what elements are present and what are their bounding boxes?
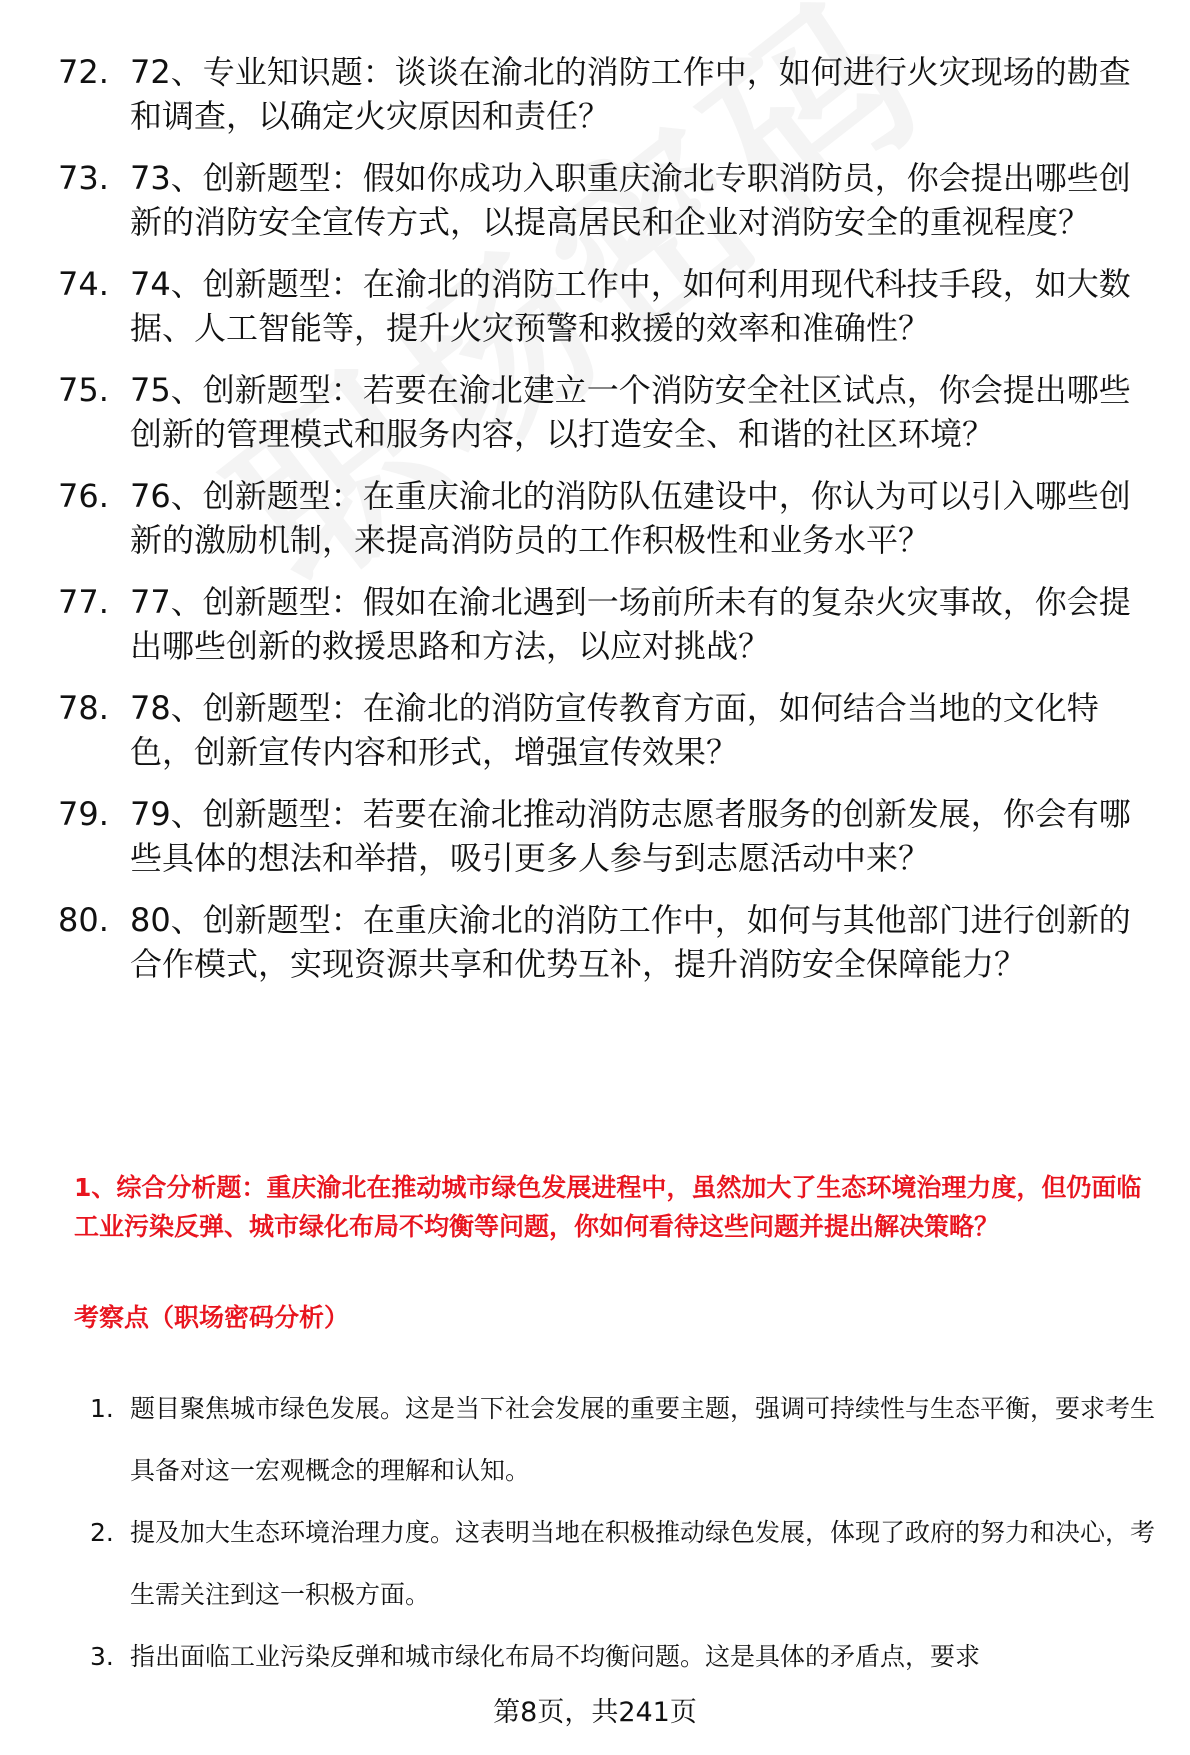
list-item [80, 1626, 1160, 1688]
question-number: 73. [58, 159, 109, 197]
question-text: 75、创新题型：若要在渝北建立一个消防安全社区试点，你会提出哪些创新的管理模式和服务内容，以打造安全、和谐的社区环境？ [130, 371, 1131, 453]
question-item [58, 474, 1158, 562]
list-item-text: 题目聚焦城市绿色发展。这是当下社会发展的重要主题，强调可持续性与生态平衡，要求考生具备对这一宏观概念的理解和认知。 [130, 1394, 1156, 1485]
question-item [58, 50, 1158, 138]
question-text: 76、创新题型：在重庆渝北的消防队伍建设中，你认为可以引入哪些创新的激励机制，来提高消防员的工作积极性和业务水平？ [130, 477, 1131, 559]
analysis-question-title: 1、综合分析题：重庆渝北在推动城市绿色发展进程中，虽然加大了生态环境治理力度，但仍面临工业污染反弹、城市绿化布局不均衡等问题，你如何看待这些问题并提出解决策略？ [74, 1173, 1142, 1241]
question-item [58, 262, 1158, 350]
question-number: 77. [58, 583, 109, 621]
question-text: 78、创新题型：在渝北的消防宣传教育方面，如何结合当地的文化特色，创新宣传内容和形式，增强宣传效果？ [130, 689, 1099, 771]
question-text: 74、创新题型：在渝北的消防工作中，如何利用现代科技手段，如大数据、人工智能等，提升火灾预警和救援的效率和准确性？ [130, 265, 1131, 347]
question-item [58, 368, 1158, 456]
question-number: 79. [58, 795, 109, 833]
question-text: 77、创新题型：假如在渝北遇到一场前所未有的复杂火灾事故，你会提出哪些创新的救援思路和方法，以应对挑战？ [130, 583, 1131, 665]
list-item [80, 1502, 1160, 1626]
question-text: 72、专业知识题：谈谈在渝北的消防工作中，如何进行火灾现场的勘查和调查，以确定火灾原因和责任？ [130, 53, 1131, 135]
question-item [58, 898, 1158, 986]
list-item-text: 提及加大生态环境治理力度。这表明当地在积极推动绿色发展，体现了政府的努力和决心，考生需关注到这一积极方面。 [130, 1518, 1156, 1609]
question-text: 73、创新题型：假如你成功入职重庆渝北专职消防员，你会提出哪些创新的消防安全宣传方式，以提高居民和企业对消防安全的重视程度？ [130, 159, 1131, 241]
question-number: 75. [58, 371, 109, 409]
question-item [58, 580, 1158, 668]
question-text: 80、创新题型：在重庆渝北的消防工作中，如何与其他部门进行创新的合作模式，实现资源共享和优势互补，提升消防安全保障能力？ [130, 901, 1131, 983]
focus-points-list [80, 1378, 1160, 1688]
question-number: 72. [58, 53, 109, 91]
question-item [58, 792, 1158, 880]
list-item-number: 3. [90, 1642, 114, 1671]
list-item [80, 1378, 1160, 1502]
question-item [58, 686, 1158, 774]
question-item [58, 156, 1158, 244]
question-number: 80. [58, 901, 109, 939]
focus-points-heading: 考察点（职场密码分析） [74, 1303, 350, 1332]
question-text: 79、创新题型：若要在渝北推动消防志愿者服务的创新发展，你会有哪些具体的想法和举措，吸引更多人参与到志愿活动中来？ [130, 795, 1131, 877]
list-item-text: 指出面临工业污染反弹和城市绿化布局不均衡问题。这是具体的矛盾点，要求 [130, 1642, 981, 1671]
question-number: 76. [58, 477, 109, 515]
page-footer: 第8页，共241页 [493, 1697, 697, 1728]
question-number: 78. [58, 689, 109, 727]
list-item-number: 1. [90, 1394, 114, 1423]
list-item-number: 2. [90, 1518, 114, 1547]
question-number: 74. [58, 265, 109, 303]
question-list [58, 50, 1158, 1004]
